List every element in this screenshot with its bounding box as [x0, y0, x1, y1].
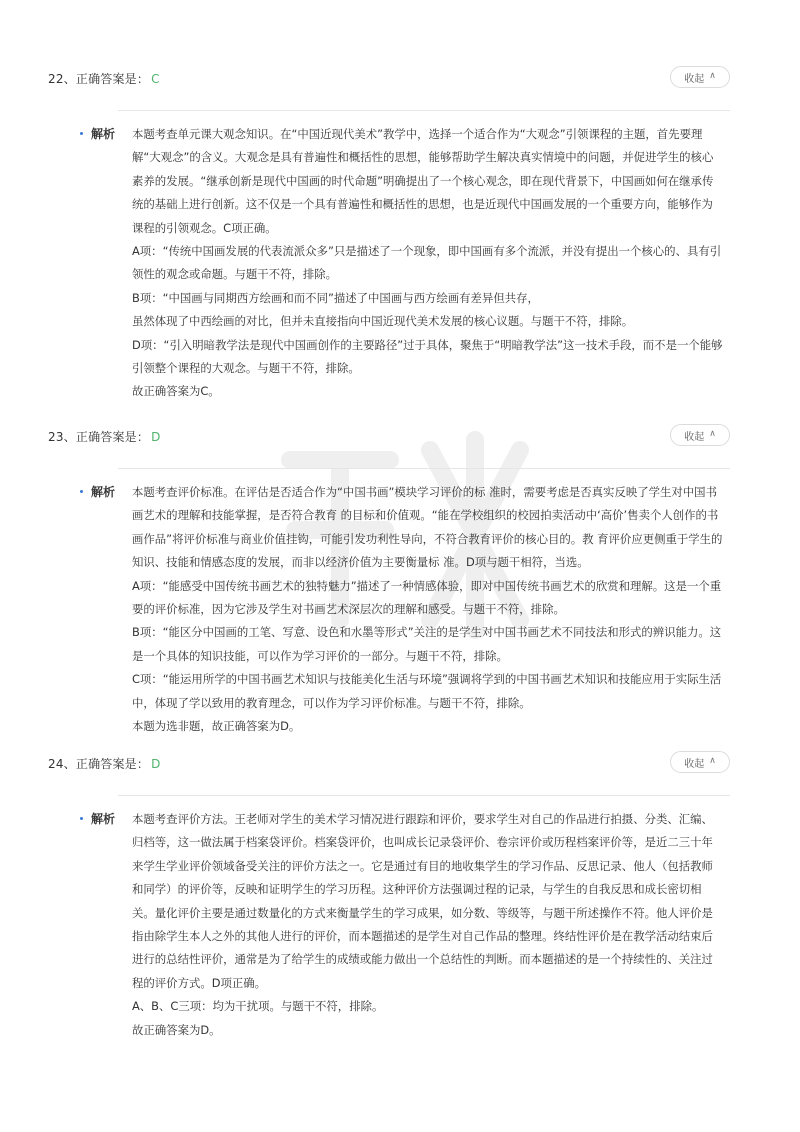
question-title-text: 22、正确答案是： [48, 72, 150, 86]
analysis-label: 解析 [91, 127, 116, 141]
question-header [0, 66, 800, 92]
collapse-label: 收起 [684, 73, 705, 85]
question-header [0, 424, 800, 450]
analysis-label: 解析 [91, 485, 116, 499]
analysis-paragraph: 本题考查评价方法。王老师对学生的美术学习情况进行跟踪和评价，要求学生对自己的作品进行拍摄、分类、汇编、归档等，这一做法属于档案袋评价。档案袋评价，也叫成长记录袋评价、卷宗评价或历程档案评价等，是近二三十年来学生学业评价领域备受关注的评价方法之一。它是通过有目的地收集学生的学习作品、反思记录、他人（包括教师和同学）的评价等，反映和证明学生的学习历程。这种评价方法强调过程的记录，与学生的自我反思和成长密切相关。量化评价主要是通过数量化的方式来衡量学生的学习成果，如分数、等级等，与题干所述操作不符。他人评价是指由除学生本人之外的其他人进行的评价，而本题描述的是学生对自己作品的整理。终结性评价是在教学活动结束后进行的总结性评价，通常是为了给学生的成绩或能力做出一个总结性的判断。而本题描述的是一个持续性的、关注过程的评价方式。D项正确。 [132, 812, 713, 990]
analysis-paragraph: A项：“能感受中国传统书画艺术的独特魅力”描述了一种情感体验，即对中国传统书画艺术的欣赏和理解。这是一个重要的评价标准，因为它涉及学生对书画艺术深层次的理解和感受。与题干不符，排除。 [132, 578, 722, 617]
bullet-icon [80, 490, 83, 493]
bullet-icon [80, 817, 83, 820]
analysis-paragraph: B项：“中国画与同期西方绘画和而不同”描述了中国画与西方绘画有差异但共存， [132, 290, 539, 305]
question-title-text: 23、正确答案是： [48, 430, 150, 444]
chevron-up-icon: ∧ [709, 71, 716, 81]
question-title [48, 755, 161, 772]
question-22 [0, 66, 800, 399]
divider [118, 110, 730, 111]
bullet-icon [80, 132, 83, 135]
analysis-paragraph: 虽然体现了中西绘画的对比，但并未直接指向中国近现代美术发展的核心议题。与题干不符，排除。 [132, 314, 634, 329]
divider [118, 795, 730, 796]
analysis-label: 解析 [91, 812, 116, 826]
collapse-label: 收起 [684, 758, 705, 770]
question-24 [0, 751, 800, 1037]
question-header [0, 751, 800, 777]
question-title [48, 70, 160, 87]
analysis-paragraph: 本题考查评价标准。在评估是否适合作为“中国书画”模块学习评价的标 准时，需要考虑是否真实反映了学生对中国书画艺术的理解和技能掌握，是否符合教育 的目标和价值观。“能在学校组织的校园拍卖活动中‘高价’售卖个人创作的书画作品”将评价标准与商业价值挂钩，可能引发功利性导向，不符合教育评价的核心目的。教 育评价应更侧重于学生的知识、技能和情感态度的发展，而非以经济价值为主要衡量标 准。D项与题干相符，当选。 [132, 485, 723, 570]
collapse-label: 收起 [684, 431, 705, 443]
analysis-body [132, 123, 724, 404]
correct-answer: D [151, 757, 161, 771]
analysis-paragraph: A、B、C三项：均为干扰项。与题干不符，排除。 [132, 999, 384, 1014]
question-title-text: 24、正确答案是： [48, 757, 150, 771]
correct-answer: D [151, 430, 161, 444]
analysis-paragraph: A项：“传统中国画发展的代表流派众多”只是描述了一个现象，即中国画有多个流派，并没有提出一个核心的、具有引领性的观念或命题。与题干不符，排除。 [132, 244, 722, 282]
collapse-button[interactable] [670, 751, 730, 773]
analysis-body [132, 808, 724, 1042]
analysis-paragraph: C项：“能运用所学的中国书画艺术知识与技能美化生活与环境”强调将学到的中国书画艺术知识和技能应用于实际生活中，体现了学以致用的教育理念，可以作为学习评价标准。与题干不符，排除。 [132, 672, 722, 710]
analysis-paragraph: 本题考查单元课大观念知识。在“中国近现代美术”教学中，选择一个适合作为“大观念”引领课程的主题，首先要理解“大观念”的含义。大观念是具有普遍性和概括性的思想，能够帮助学生解决真实情境中的问题，并促进学生的核心素养的发展。“继承创新是现代中国画的时代命题”明确提出了一个核心观念，即在现代背景下，中国画如何在继承传统的基础上进行创新。这不仅是一个具有普遍性和概括性的思想，也是近现代中国画发展的一个重要方向，能够作为课程的引领观念。C项正确。 [132, 127, 714, 235]
analysis-paragraph: 故正确答案为D。 [132, 1022, 221, 1037]
analysis-body [132, 481, 724, 738]
question-title [48, 428, 161, 445]
chevron-up-icon: ∧ [709, 756, 716, 766]
analysis-paragraph: 本题为选非题，故正确答案为D。 [132, 719, 301, 734]
correct-answer: C [151, 72, 160, 86]
chevron-up-icon: ∧ [709, 429, 716, 439]
collapse-button[interactable] [670, 66, 730, 88]
analysis-paragraph: B项：“能区分中国画的工笔、写意、设色和水墨等形式”关注的是学生对中国书画艺术不同技法和形式的辨识能力。这是一个具体的知识技能，可以作为学习评价的一部分。与题干不符，排除。 [132, 625, 722, 663]
divider [118, 468, 730, 469]
collapse-button[interactable] [670, 424, 730, 446]
analysis-paragraph: 故正确答案为C。 [132, 384, 220, 399]
analysis-paragraph: D项：“引入明暗教学法是现代中国画创作的主要路径”过于具体，聚焦于“明暗教学法”这一技术手段，而不是一个能够引领整个课程的大观念。与题干不符，排除。 [132, 337, 723, 376]
question-23 [0, 424, 800, 734]
